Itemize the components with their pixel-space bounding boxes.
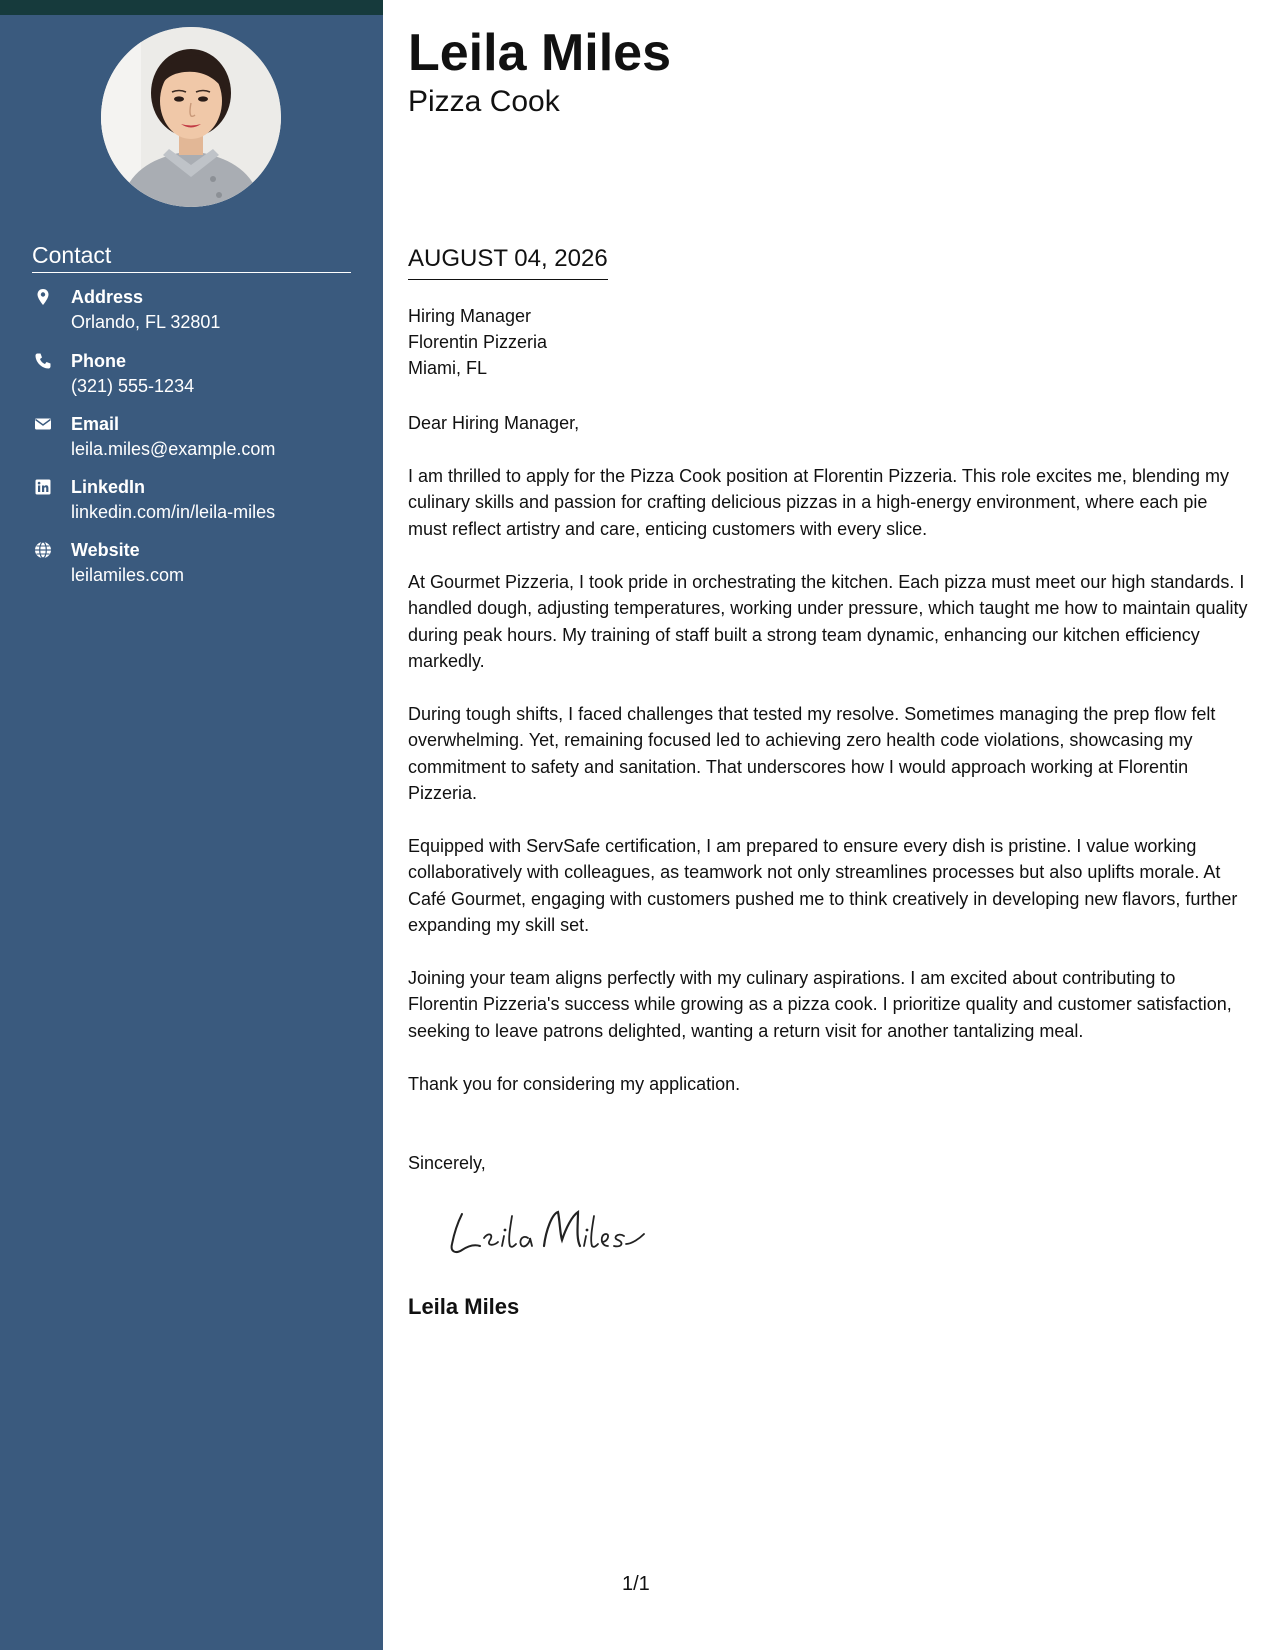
recipient-line: Florentin Pizzeria xyxy=(408,332,548,352)
avatar-photo xyxy=(101,27,281,207)
contact-address-value: Orlando, FL 32801 xyxy=(71,312,221,332)
contact-email xyxy=(32,412,362,464)
salutation: Dear Hiring Manager, xyxy=(408,413,580,433)
globe-icon xyxy=(34,541,52,559)
page-number: 1/1 xyxy=(622,1573,650,1595)
contact-linkedin-value[interactable]: linkedin.com/in/leila-miles xyxy=(71,502,276,522)
letter-paragraph: Thank you for considering my application. xyxy=(408,1074,741,1094)
applicant-name: Leila Miles xyxy=(408,24,671,82)
contact-linkedin xyxy=(32,475,362,527)
letter-paragraph: Equipped with ServSafe certification, I am prepared to ensure every dish is pristine. I value working collaboratively with colleagues, as teamwork not only streamlines processes but also uplifts morale. At Café Gourmet, engaging with customers pushed me to think creatively in developing new flavors, further expanding my skill set. xyxy=(408,836,1238,936)
avatar xyxy=(101,27,281,207)
job-title: Pizza Cook xyxy=(408,85,560,118)
signature-image xyxy=(448,1200,648,1260)
closing: Sincerely, xyxy=(408,1153,486,1173)
recipient-line: Miami, FL xyxy=(408,358,488,378)
letter-paragraph: Joining your team aligns perfectly with my culinary aspirations. I am excited about contributing to Florentin Pizzeria's success while growing as a pizza cook. I prioritize quality and customer satisfaction, seeking to leave patrons delighted, wanting a return visit for another tantalizing meal. xyxy=(408,968,1232,1041)
contact-phone xyxy=(32,349,362,401)
contact-phone-label: Phone xyxy=(71,351,127,371)
contact-website xyxy=(32,538,362,590)
letter-paragraph: I am thrilled to apply for the Pizza Cook position at Florentin Pizzeria. This role excites me, blending my culinary skills and passion for crafting delicious pizzas in a high-energy environment, where each pie must reflect artistry and care, enticing customers with every slice. xyxy=(408,466,1230,539)
contact-linkedin-label[interactable]: LinkedIn xyxy=(71,477,146,497)
contact-heading: Contact xyxy=(32,240,351,273)
phone-icon xyxy=(34,352,52,370)
contact-email-value[interactable]: leila.miles@example.com xyxy=(71,439,276,459)
sidebar xyxy=(0,0,383,1650)
map-pin-icon xyxy=(34,288,52,306)
sidebar-top-bar xyxy=(0,0,383,15)
letter-paragraph: During tough shifts, I faced challenges that tested my resolve. Sometimes managing the prep flow felt overwhelming. Yet, remaining focused led to achieving zero health code violations, showcasing my commitment to safety and sanitation. That underscores how I would approach working at Florentin Pizzeria. xyxy=(408,704,1216,804)
envelope-icon xyxy=(34,415,52,433)
signer-name: Leila Miles xyxy=(408,1294,520,1319)
letter-date: AUGUST 04, 2026 xyxy=(408,243,608,280)
recipient-line: Hiring Manager xyxy=(408,306,532,326)
contact-email-label[interactable]: Email xyxy=(71,414,120,434)
recipient-block xyxy=(408,303,547,381)
contact-website-label[interactable]: Website xyxy=(71,540,140,560)
linkedin-icon xyxy=(34,478,52,496)
contact-website-value[interactable]: leilamiles.com xyxy=(71,565,185,585)
contact-address-label: Address xyxy=(71,287,144,307)
contact-phone-value: (321) 555-1234 xyxy=(71,376,195,396)
contact-address xyxy=(32,285,362,337)
letter-paragraph: At Gourmet Pizzeria, I took pride in orchestrating the kitchen. Each pizza must meet our high standards. I handled dough, adjusting temperatures, working under pressure, which taught me how to maintain quality during peak hours. My training of staff built a strong team dynamic, enhancing our kitchen efficiency markedly. xyxy=(408,572,1248,672)
